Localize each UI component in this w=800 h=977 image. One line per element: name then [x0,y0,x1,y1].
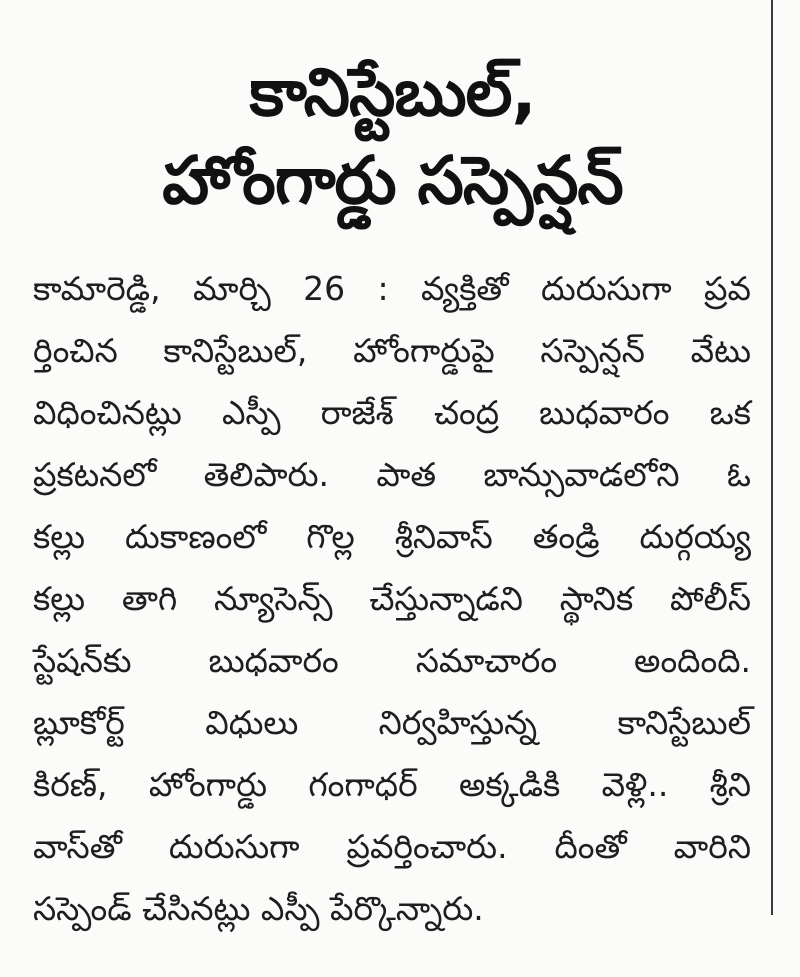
body-line: విధించినట్లు ఎస్పీ రాజేశ్ చంద్ర బుధవారం ఒక [33,393,751,432]
headline [20,49,765,225]
body-line: వాస్‌తో దురుసుగా ప్రవర్తించారు. దీంతో వారిని [33,827,751,866]
body-line: కామారెడ్డి, మార్చి 26 : వ్యక్తితో దురుసుగా ప్రవ [33,269,751,308]
body-line: కల్లు తాగి న్యూసెన్స్ చేస్తున్నాడని స్థానిక పోలీస్ [33,579,751,618]
body-line: కిరణ్, హోంగార్డు గంగాధర్ అక్కడికి వెళ్లి.. శ్రీని [33,765,751,804]
body-line: కల్లు దుకాణంలో గొల్ల శ్రీనివాస్ తండ్రి దుర్గయ్య [33,517,751,556]
body-line: ప్రకటనలో తెలిపారు. పాత బాన్సువాడలోని ఓ [33,455,751,494]
column-divider [771,0,773,915]
headline-line: హోంగార్డు సస్పెన్షన్ [162,142,623,220]
body-line: స్టేషన్‌కు బుధవారం సమాచారం అందింది. [33,641,751,680]
article-body [33,258,751,940]
headline-line: కానిస్టేబుల్, [249,54,536,132]
body-line: ర్తించిన కానిస్టేబుల్, హోంగార్డుపై సస్పెన్షన్ వేటు [33,331,751,370]
body-line: బ్లూకోర్ట్ విధులు నిర్వహిస్తున్న కానిస్టేబుల్ [33,703,751,742]
body-line: సస్పెండ్ చేసినట్లు ఎస్పీ పేర్కొన్నారు. [33,889,484,928]
